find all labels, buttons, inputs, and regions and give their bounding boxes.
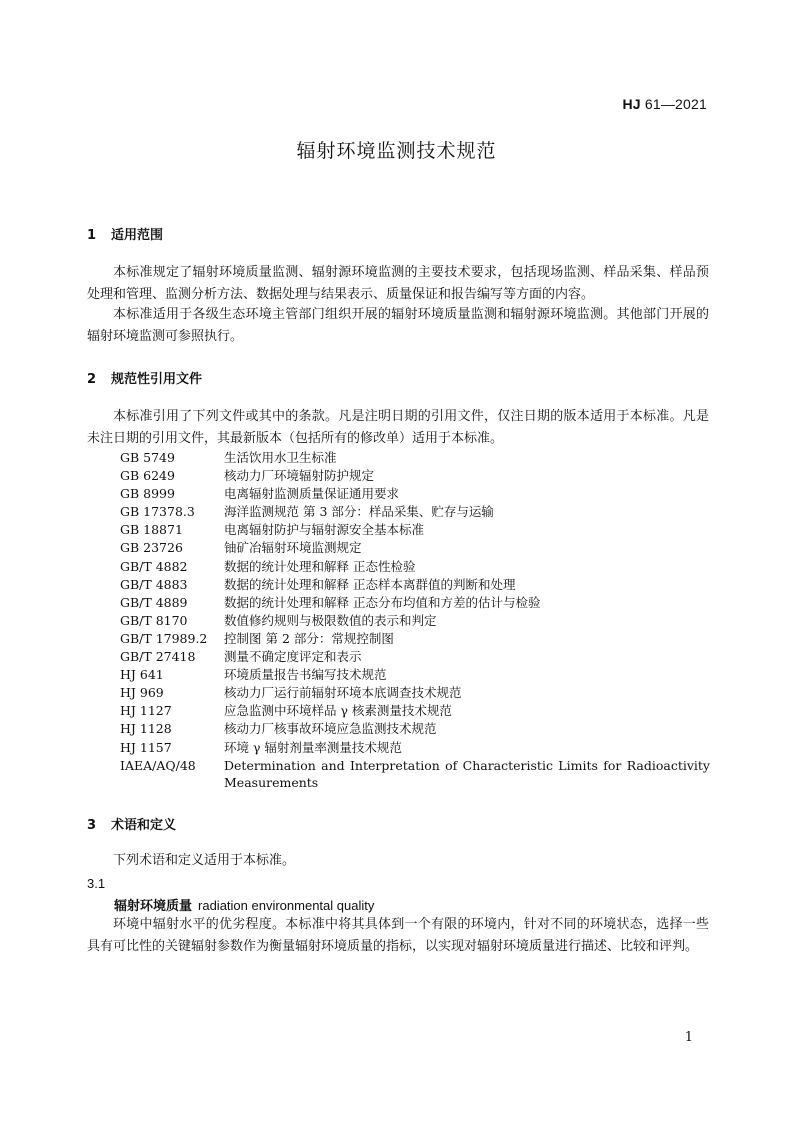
reference-name: 数据的统计处理和解释 正态分布均值和方差的估计与检验 [224,594,541,610]
section-3-heading [87,814,176,833]
reference-code: GB 18871 [120,522,183,538]
standard-number: 61—2021 [644,96,707,112]
term-definition: 环境中辐射水平的优劣程度。本标准中将其具体到一个有限的环境内，针对不同的环境状态，选择一些具有可比性的关键辐射参数作为衡量辐射环境质量的指标，以实现对辐射环境质量进行描述、比较和评判。 [87,917,709,954]
standard-code [622,96,707,112]
section-1-title: 适用范围 [111,228,164,243]
term-name-en: radiation environmental quality [198,898,375,913]
reference-row [120,666,710,684]
section-3-title: 术语和定义 [111,818,177,833]
reference-row [120,757,710,791]
section-3-number: 3 [87,818,97,833]
reference-name: 环境质量报告书编写技术规范 [224,667,387,683]
reference-code: IAEA/AQ/48 [120,757,196,773]
reference-code: HJ 969 [120,685,164,701]
reference-name: 生活饮用水卫生标准 [224,450,337,465]
page-number: 1 [684,1030,693,1045]
reference-row [120,576,710,594]
reference-code: HJ 641 [120,667,164,683]
reference-code: HJ 1128 [120,721,172,737]
reference-name: 环境 γ 辐射剂量率测量技术规范 [224,739,402,755]
reference-name: 控制图 第 2 部分：常规控制图 [224,630,394,646]
term-heading [114,895,374,914]
reference-code: GB 8999 [120,486,175,502]
reference-list [120,449,710,791]
reference-name: 核动力厂核事故环境应急监测技术规范 [224,721,437,737]
reference-name: 电离辐射监测质量保证通用要求 [224,486,400,502]
reference-name: 核动力厂环境辐射防护规定 [224,468,375,484]
reference-row [120,594,710,612]
reference-code: GB/T 27418 [120,649,196,665]
standard-prefix: HJ [622,96,641,112]
reference-code: GB/T 4883 [120,576,188,592]
reference-row [120,467,710,485]
reference-name: 数据的统计处理和解释 正态样本离群值的判断和处理 [224,576,516,592]
reference-name: 测量不确定度评定和表示 [224,649,362,665]
reference-row [120,684,710,702]
reference-row [120,648,710,666]
reference-row [120,539,710,557]
reference-row [120,720,710,738]
reference-name: 电离辐射防护与辐射源安全基本标准 [224,522,425,538]
reference-row [120,449,710,467]
document-title: 辐射环境监测技术规范 [296,140,497,162]
reference-row [120,485,710,503]
section-2-title: 规范性引用文件 [111,372,203,387]
reference-code: GB 5749 [120,450,175,465]
section-2-intro: 本标准引用了下列文件或其中的条款。凡是注明日期的引用文件，仅注日期的版本适用于本标准。凡是未注日期的引用文件，其最新版本（包括所有的修改单）适用于本标准。 [87,409,709,446]
reference-name: 应急监测中环境样品 γ 核素测量技术规范 [224,703,452,719]
reference-name: 海洋监测规范 第 3 部分：样品采集、贮存与运输 [224,504,494,520]
reference-name: 数值修约规则与极限数值的表示和判定 [224,612,437,628]
section-1-number: 1 [87,228,97,243]
reference-row [120,612,710,630]
reference-row [120,739,710,757]
reference-code: GB 17378.3 [120,504,195,520]
reference-row [120,503,710,521]
section-2-heading [87,368,202,387]
term-number: 3.1 [87,876,106,891]
section-1-paragraph-1: 本标准规定了辐射环境质量监测、辐射源环境监测的主要技术要求，包括现场监测、样品采集、样品预处理和管理、监测分析方法、数据处理与结果表示、质量保证和报告编写等方面的内容。 [87,265,709,302]
reference-code: HJ 1127 [120,703,172,719]
reference-name: 铀矿冶辐射环境监测规定 [224,540,362,556]
section-3-intro: 下列术语和定义适用于本标准。 [113,853,296,868]
reference-code: GB 23726 [120,540,183,556]
reference-code: GB/T 8170 [120,612,188,628]
reference-code: GB/T 4889 [120,594,188,610]
reference-row [120,558,710,576]
term-name-zh: 辐射环境质量 [114,899,193,914]
reference-name: 数据的统计处理和解释 正态性检验 [224,558,416,574]
section-1-heading [87,224,163,243]
reference-code: GB/T 4882 [120,558,188,574]
section-1-paragraph-2: 本标准适用于各级生态环境主管部门组织开展的辐射环境质量监测和辐射源环境监测。其他部门开展的辐射环境监测可参照执行。 [87,307,709,344]
reference-code: GB 6249 [120,468,175,484]
section-2-number: 2 [87,372,97,387]
reference-code: HJ 1157 [120,739,172,755]
reference-row [120,630,710,648]
reference-name: Determination and Interpretation of Characteristic Limits for Radioactivity Measurements [224,757,710,790]
reference-name: 核动力厂运行前辐射环境本底调查技术规范 [224,685,462,701]
reference-row [120,702,710,720]
reference-code: GB/T 17989.2 [120,630,208,646]
reference-row [120,521,710,539]
